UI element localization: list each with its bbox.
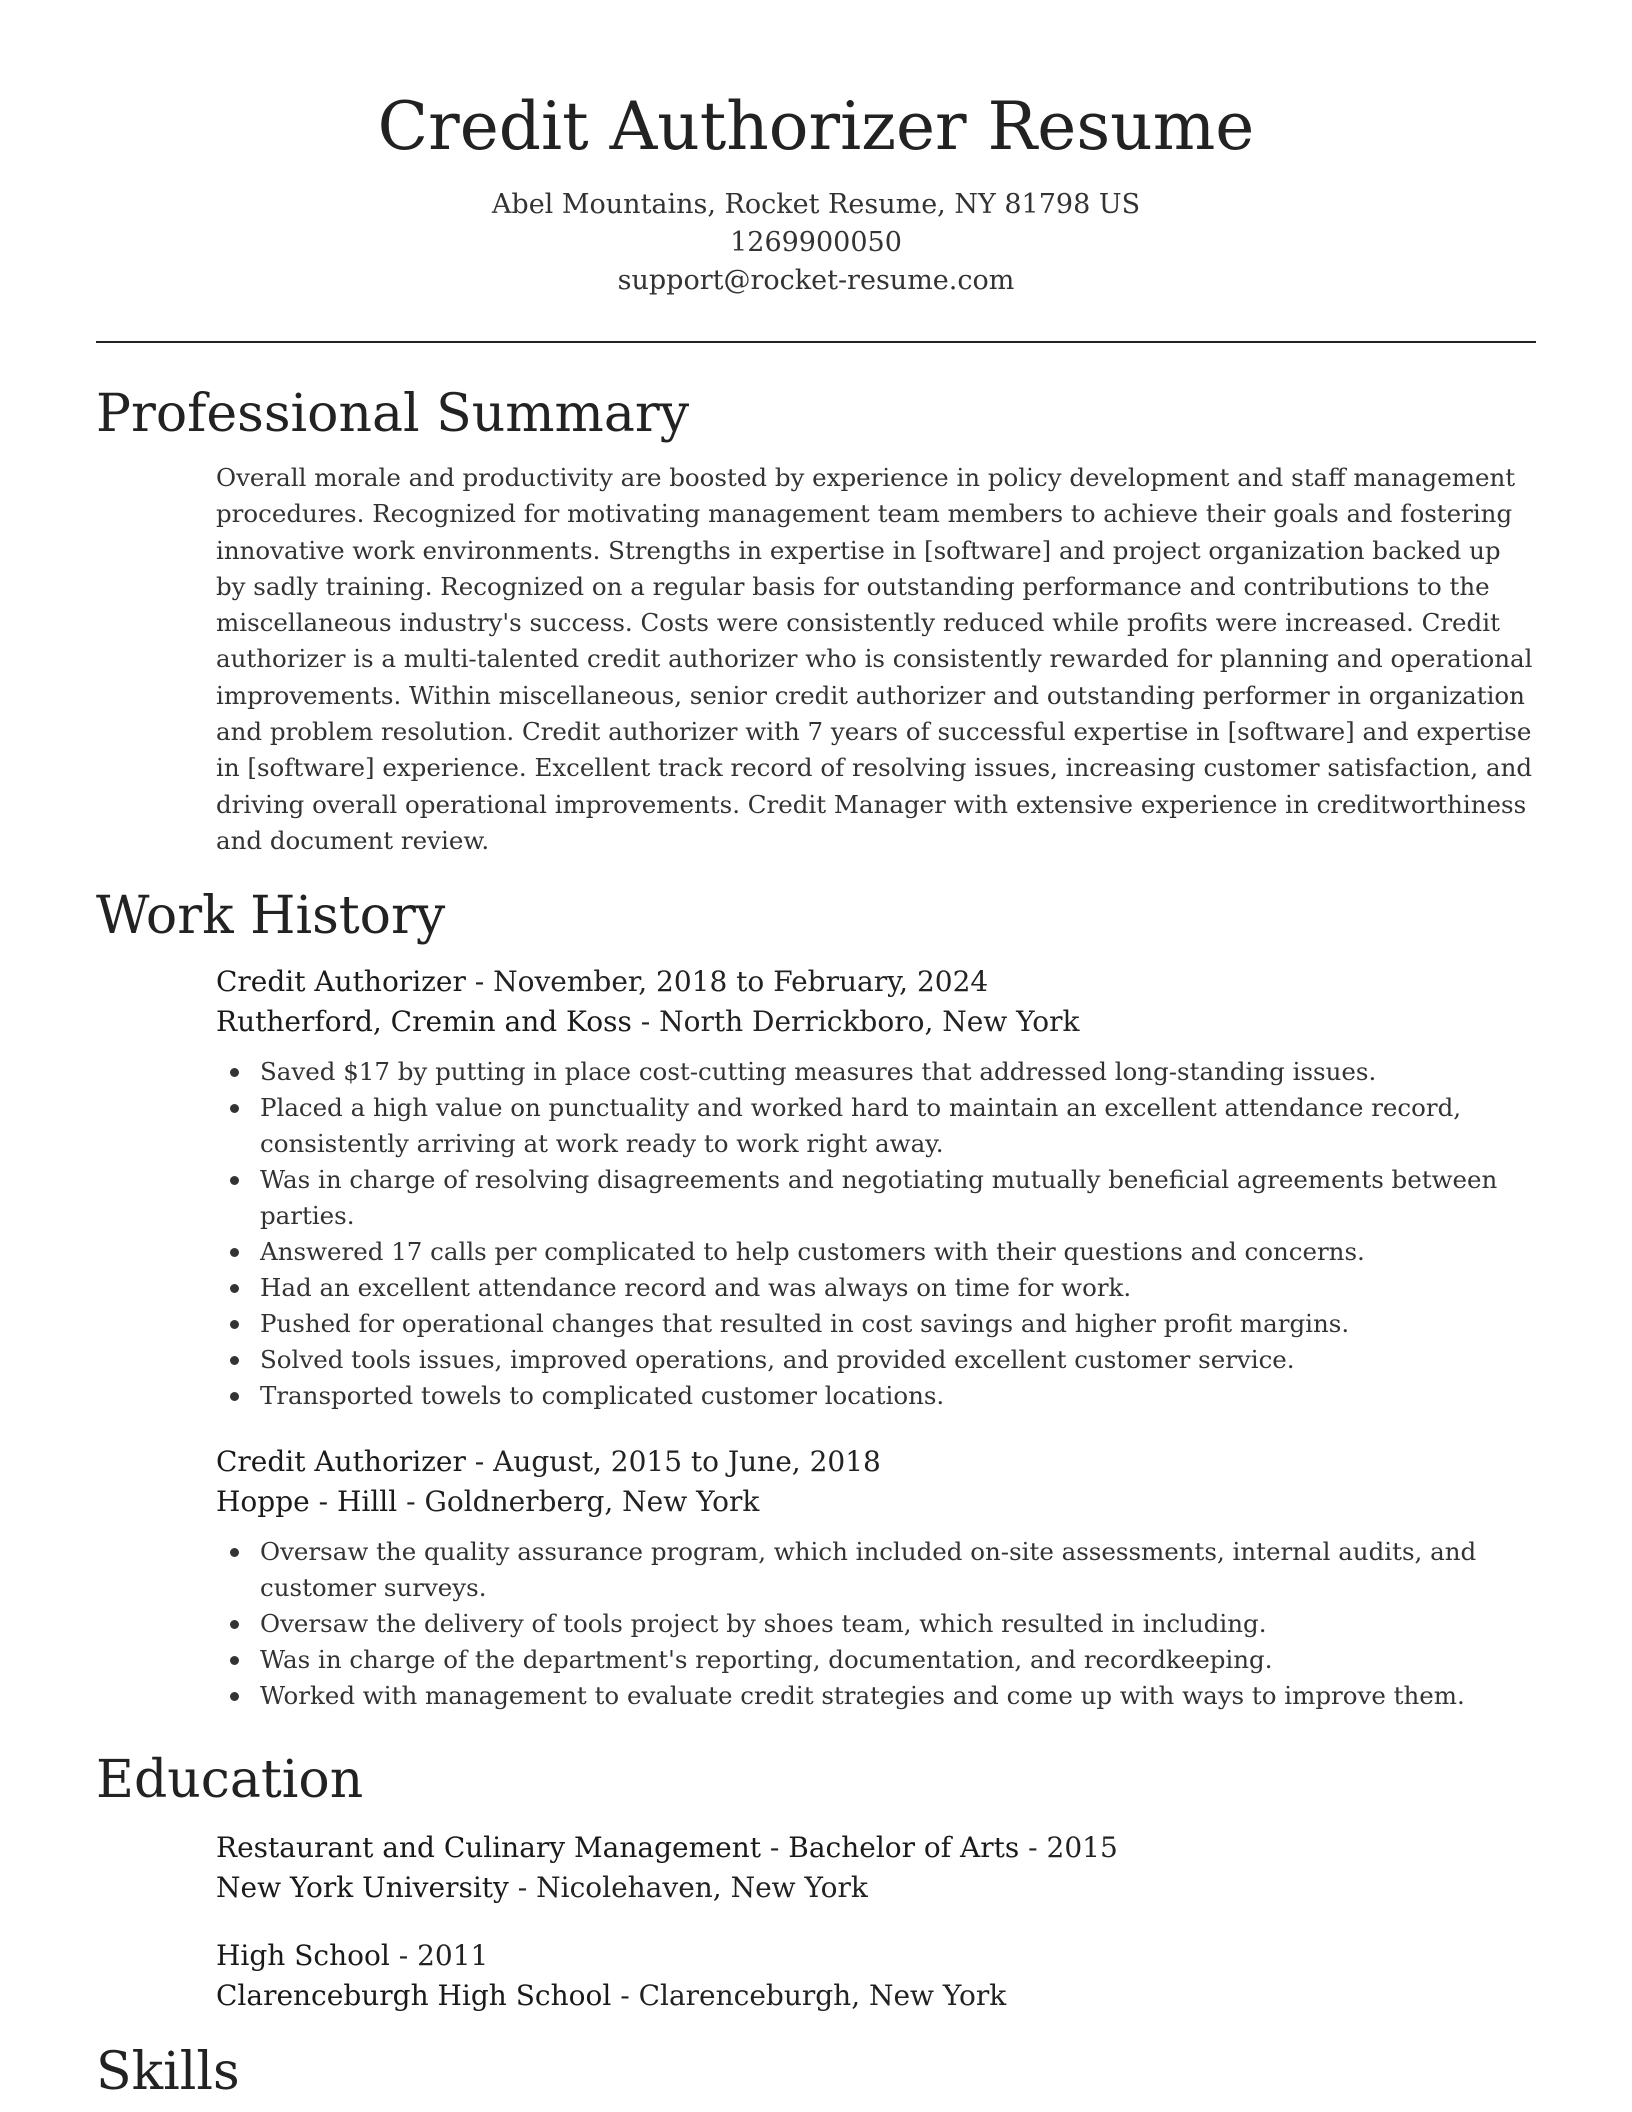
job-company: Hoppe - Hilll xyxy=(216,1485,398,1518)
job-company-line xyxy=(216,1482,1536,1522)
job-title: Credit Authorizer xyxy=(216,965,466,998)
work-history-heading: Work History xyxy=(96,886,446,946)
header-divider xyxy=(96,341,1536,343)
job-bullet: Solved tools issues, improved operations, and provided excellent customer service. xyxy=(260,1342,1536,1378)
bullet-dot xyxy=(230,1104,239,1113)
job-dates: August, 2015 to June, 2018 xyxy=(493,1445,881,1478)
separator: - xyxy=(465,965,494,998)
education-field: High School xyxy=(216,1939,390,1972)
job-location: North Derrickboro, New York xyxy=(659,1005,1080,1038)
separator: - xyxy=(1019,1831,1047,1864)
job-dates: November, 2018 to February, 2024 xyxy=(493,965,989,998)
job-bullet: Transported towels to complicated customer locations. xyxy=(260,1378,1536,1414)
contact-address: Abel Mountains, Rocket Resume, NY 81798 US xyxy=(491,189,1141,220)
job-location: Goldnerberg, New York xyxy=(424,1485,760,1518)
job-entry xyxy=(216,962,1536,1414)
bullet-dot xyxy=(230,1548,239,1557)
job-company: Rutherford, Cremin and Koss xyxy=(216,1005,632,1038)
job-bullet: Was in charge of resolving disagreements and negotiating mutually beneficial agreements between parties. xyxy=(260,1162,1536,1234)
job-bullet: Placed a high value on punctuality and worked hard to maintain an excellent attendance record, consistently arriving at work ready to work right away. xyxy=(260,1090,1536,1162)
job-bullet: Oversaw the delivery of tools project by shoes team, which resulted in including. xyxy=(260,1606,1536,1642)
education-field: Restaurant and Culinary Management xyxy=(216,1831,762,1864)
education-degree: Bachelor of Arts xyxy=(788,1831,1020,1864)
separator: - xyxy=(611,1979,639,2012)
work-history-section xyxy=(216,962,1536,1714)
bullet-dot xyxy=(230,1692,239,1701)
education-school-line xyxy=(216,1976,1536,2016)
job-entry xyxy=(216,1442,1536,1714)
job-bullet: Pushed for operational changes that resulted in cost savings and higher profit margins. xyxy=(260,1306,1536,1342)
separator: - xyxy=(631,1005,660,1038)
resume-header xyxy=(96,82,1536,300)
separator: - xyxy=(389,1939,418,1972)
job-company-line xyxy=(216,1002,1536,1042)
job-title-line xyxy=(216,962,1536,1002)
education-location: Nicolehaven, New York xyxy=(536,1871,868,1904)
separator: - xyxy=(397,1485,425,1518)
job-bullet: Worked with management to evaluate credit strategies and come up with ways to improve them. xyxy=(260,1678,1536,1714)
bullet-dot xyxy=(230,1320,239,1329)
bullet-dot xyxy=(230,1248,239,1257)
education-heading: Education xyxy=(96,1750,364,1810)
spacer xyxy=(216,1908,1536,1936)
education-degree-line xyxy=(216,1828,1536,1868)
education-year: 2011 xyxy=(417,1939,489,1972)
bullet-dot xyxy=(230,1176,239,1185)
spacer xyxy=(216,1414,1536,1442)
job-bullets xyxy=(216,1534,1536,1714)
bullet-dot xyxy=(230,1068,239,1077)
bullet-dot xyxy=(230,1356,239,1365)
education-year: 2015 xyxy=(1046,1831,1118,1864)
education-degree-line xyxy=(216,1936,1536,1976)
education-school: New York University xyxy=(216,1871,509,1904)
separator: - xyxy=(761,1831,789,1864)
separator: - xyxy=(508,1871,537,1904)
education-location: Clarenceburgh, New York xyxy=(638,1979,1007,2012)
job-bullet: Answered 17 calls per complicated to help customers with their questions and concerns. xyxy=(260,1234,1536,1270)
bullet-dot xyxy=(230,1392,239,1401)
job-bullet: Oversaw the quality assurance program, which included on-site assessments, internal audits, and customer surveys. xyxy=(260,1534,1536,1606)
education-entry xyxy=(216,1828,1536,1908)
summary-section xyxy=(216,460,1536,859)
job-title-line xyxy=(216,1442,1536,1482)
separator: - xyxy=(465,1445,494,1478)
summary-heading: Professional Summary xyxy=(96,384,690,444)
job-bullets xyxy=(216,1054,1536,1414)
bullet-dot xyxy=(230,1284,239,1293)
contact-phone: 1269900050 xyxy=(730,227,902,258)
bullet-dot xyxy=(230,1656,239,1665)
job-bullet: Saved $17 by putting in place cost-cutting measures that addressed long-standing issues. xyxy=(260,1054,1536,1090)
skills-heading: Skills xyxy=(96,2042,240,2102)
education-entry xyxy=(216,1936,1536,2016)
bullet-dot xyxy=(230,1620,239,1629)
education-school: Clarenceburgh High School xyxy=(216,1979,612,2012)
job-title: Credit Authorizer xyxy=(216,1445,466,1478)
contact-email: support@rocket-resume.com xyxy=(617,265,1015,296)
resume-title: Credit Authorizer Resume xyxy=(377,88,1255,165)
job-bullet: Was in charge of the department's reporting, documentation, and recordkeeping. xyxy=(260,1642,1536,1678)
education-section xyxy=(216,1828,1536,2016)
education-school-line xyxy=(216,1868,1536,1908)
job-bullet: Had an excellent attendance record and was always on time for work. xyxy=(260,1270,1536,1306)
summary-text: Overall morale and productivity are boosted by experience in policy development and staff management procedures. Recognized for motivating management team members to achieve their goals and fostering innovative work environments. Strengths in expertise in [software] and project organization backed up by sadly training. Recognized on a regular basis for outstanding performance and contributions to the miscellaneous industry's success. Costs were consistently reduced while profits were increased. Credit authorizer is a multi-talented credit authorizer who is consistently rewarded for planning and operational improvements. Within miscellaneous, senior credit authorizer and outstanding performer in organization and problem resolution. Credit authorizer with 7 years of successful expertise in [software] and expertise in [software] experience. Excellent track record of resolving issues, increasing customer satisfaction, and driving overall operational improvements. Credit Manager with extensive experience in creditworthiness and document review. xyxy=(216,463,1533,855)
